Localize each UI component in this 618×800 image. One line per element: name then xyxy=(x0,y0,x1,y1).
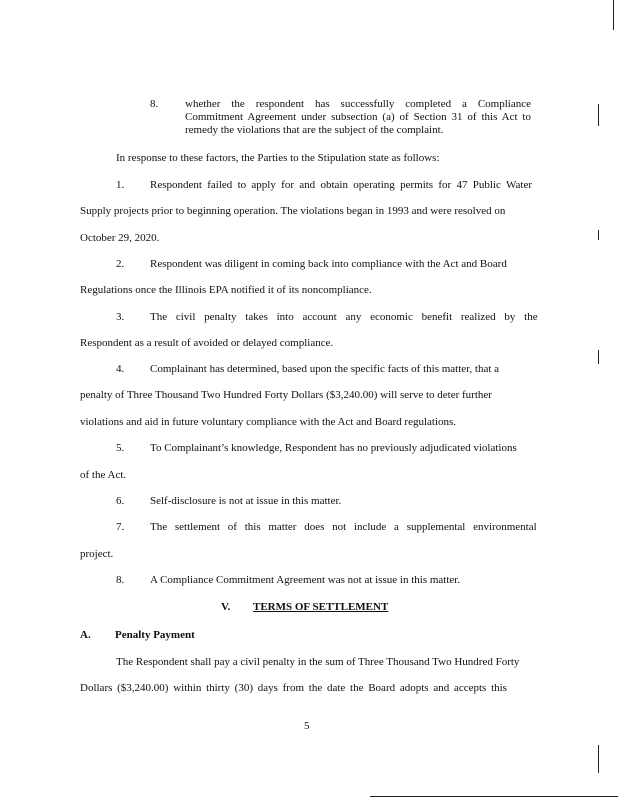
para-2-line-2: Regulations once the Illinois EPA notified it of its noncompliance. xyxy=(80,284,372,296)
payment-line-2: Dollars ($3,240.00) within thirty (30) days from the date the Board adopts and accepts this xyxy=(80,682,507,694)
para-4-line-1: Complainant has determined, based upon the specific facts of this matter, that a xyxy=(150,363,500,375)
para-8-number: 8. xyxy=(116,574,125,586)
para-6-line-1: Self-disclosure is not at issue in this matter. xyxy=(150,495,342,507)
para-1-line-2: Supply projects prior to beginning operation. The violations began in 1993 and were resolved on xyxy=(80,205,506,217)
para-6-number: 6. xyxy=(116,495,125,507)
para-1-number: 1. xyxy=(116,179,125,191)
scan-speck xyxy=(598,745,599,773)
section-title: TERMS OF SETTLEMENT xyxy=(253,601,389,613)
payment-line-1: The Respondent shall pay a civil penalty in the sum of Three Thousand Two Hundred Forty xyxy=(116,656,520,668)
section-heading xyxy=(221,601,389,613)
scan-bottom-rule xyxy=(370,796,618,797)
para-4-line-2: penalty of Three Thousand Two Hundred Forty Dollars ($3,240.00) will serve to deter further xyxy=(80,389,492,401)
para-1-line-1: Respondent failed to apply for and obtain operating permits for 47 Public Water xyxy=(150,179,532,191)
scan-speck xyxy=(598,230,599,240)
section-number: V. xyxy=(221,601,231,613)
para-5-line-1: To Complainant’s knowledge, Respondent has no previously adjudicated violations xyxy=(150,442,517,454)
scan-speck xyxy=(598,104,599,126)
para-3-line-2: Respondent as a result of avoided or delayed compliance. xyxy=(80,337,334,349)
para-7-number: 7. xyxy=(116,521,125,533)
scan-speck xyxy=(598,350,599,364)
subsection-title: Penalty Payment xyxy=(115,629,195,641)
para-5-number: 5. xyxy=(116,442,125,454)
para-3-number: 3. xyxy=(116,311,125,323)
para-4-line-3: violations and aid in future voluntary compliance with the Act and Board regulations. xyxy=(80,416,457,428)
para-8-line-1: A Compliance Commitment Agreement was not at issue in this matter. xyxy=(150,574,461,586)
intro-paragraph: In response to these factors, the Parties to the Stipulation state as follows: xyxy=(116,152,440,164)
subsection-heading xyxy=(80,629,195,641)
page-number: 5 xyxy=(304,720,310,732)
subsection-letter: A. xyxy=(80,629,91,641)
para-2-number: 2. xyxy=(116,258,125,270)
para-5-line-2: of the Act. xyxy=(80,469,127,481)
item-8-text: whether the respondent has successfully completed a Compliance Commitment Agreement under subsection (a) of Section 31 of this Act to remedy the violations that are the subject of the complaint. xyxy=(185,98,531,136)
para-1-line-3: October 29, 2020. xyxy=(80,232,160,244)
para-3-line-1: The civil penalty takes into account any economic benefit realized by the xyxy=(150,311,538,323)
para-7-line-2: project. xyxy=(80,548,114,560)
para-2-line-1: Respondent was diligent in coming back into compliance with the Act and Board xyxy=(150,258,507,270)
para-4-number: 4. xyxy=(116,363,125,375)
item-8-number: 8. xyxy=(150,98,159,110)
scan-edge xyxy=(613,0,614,30)
para-7-line-1: The settlement of this matter does not include a supplemental environmental xyxy=(150,521,537,533)
